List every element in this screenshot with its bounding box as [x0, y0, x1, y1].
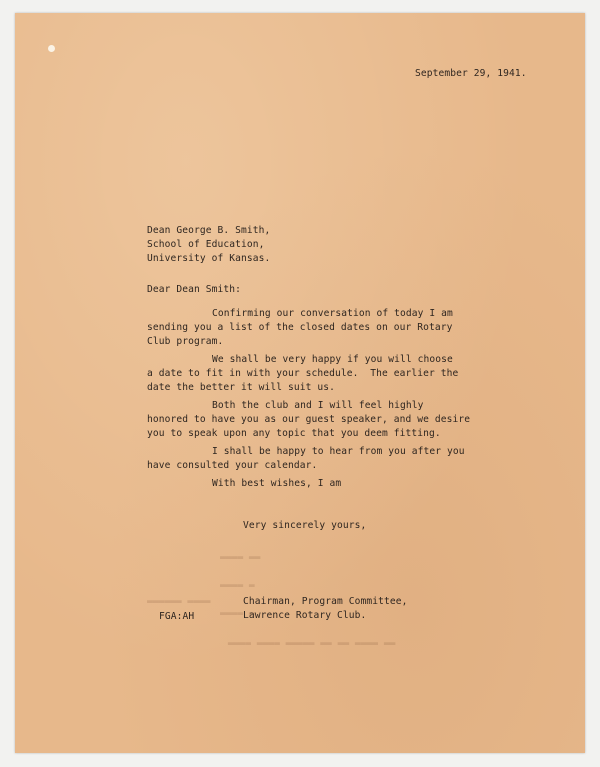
letter-date: September 29, 1941.: [415, 68, 527, 79]
paragraph-4-line-1: I shall be happy to hear from you after you: [212, 446, 465, 457]
paragraph-1-line-1: Confirming our conversation of today I am: [212, 308, 453, 319]
reference-initials: FGA:AH: [159, 611, 195, 622]
paragraph-1-line-3: Club program.: [147, 336, 224, 347]
address-line-3: University of Kansas.: [147, 253, 271, 264]
paragraph-3-line-3: you to speak upon any topic that you deem fitting.: [147, 428, 441, 439]
address-line-1: Dean George B. Smith,: [147, 225, 271, 236]
address-line-2: School of Education,: [147, 239, 265, 250]
complimentary-close: Very sincerely yours,: [243, 520, 367, 531]
paragraph-4-line-2: have consulted your calendar.: [147, 460, 318, 471]
paragraph-2-line-2: a date to fit in with your schedule. The earlier the: [147, 368, 459, 379]
signature-title-line-2: Lawrence Rotary Club.: [243, 610, 367, 621]
signature-title-line-1: Chairman, Program Committee,: [243, 596, 408, 607]
letter-page: [15, 13, 585, 753]
paragraph-2-line-3: date the better it will suit us.: [147, 382, 336, 393]
paragraph-3-line-2: honored to have you as our guest speaker, and we desire: [147, 414, 471, 425]
paragraph-1-line-2: sending you a list of the closed dates on our Rotary: [147, 322, 453, 333]
show-through-marks: ▬▬▬▬ ▬▬ ▬▬▬▬ ▬ ▬▬▬▬ ▬: [220, 552, 261, 619]
salutation: Dear Dean Smith:: [147, 284, 242, 295]
show-through-marks-lower: ▬▬▬▬▬▬ ▬▬▬▬ ▬▬▬▬ ▬▬▬▬ ▬▬▬▬▬ ▬▬ ▬▬ ▬▬▬▬ ▬▬: [147, 596, 396, 649]
paragraph-3-line-1: Both the club and I will feel highly: [212, 400, 424, 411]
closing-remark: With best wishes, I am: [212, 478, 342, 489]
paragraph-2-line-1: We shall be very happy if you will choose: [212, 354, 453, 365]
punch-hole: [48, 45, 55, 52]
